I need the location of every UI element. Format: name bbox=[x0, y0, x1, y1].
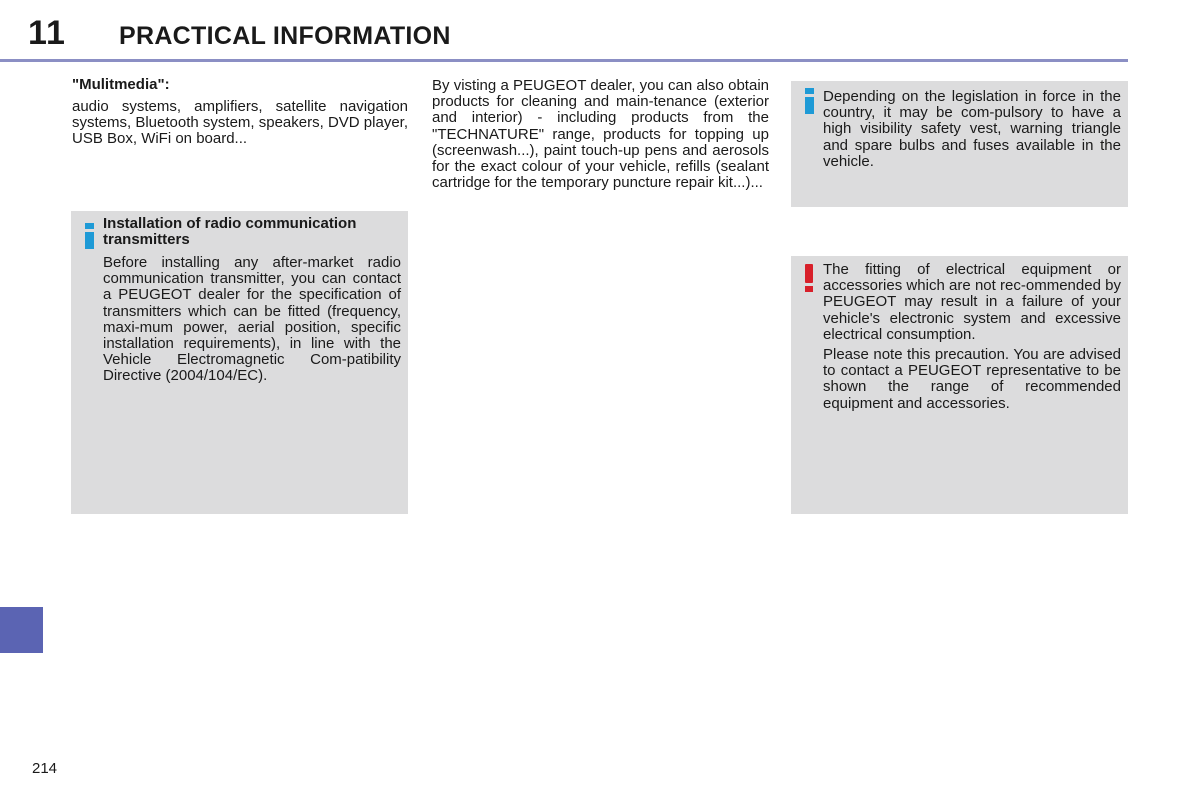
warning-paragraph-2: Please note this precaution. You are advised to contact a PEUGEOT representative to be shown the range of recommended equipment and accessories. bbox=[823, 346, 1121, 412]
chapter-number: 11 bbox=[28, 14, 66, 52]
warning-paragraph-1: The fitting of electrical equipment or accessories which are not rec-ommended by PEUGEOT may result in a failure of your vehicle's electronic system and excessive electrical consumption. bbox=[823, 261, 1121, 343]
legislation-info-text: Depending on the legislation in force in the country, it may be com-pulsory to have a high visibility safety vest, warning triangle and spare bulbs and fuses available in the vehicle. bbox=[823, 88, 1121, 170]
chapter-title: PRACTICAL INFORMATION bbox=[119, 22, 451, 50]
header-rule bbox=[0, 59, 1128, 62]
radio-transmitter-box bbox=[71, 211, 408, 514]
page-number: 214 bbox=[32, 760, 58, 777]
chapter-side-tab bbox=[0, 607, 43, 653]
multimedia-text: audio systems, amplifiers, satellite navigation systems, Bluetooth system, speakers, DVD player, USB Box, WiFi on board... bbox=[72, 98, 408, 148]
electrical-warning-box bbox=[791, 256, 1128, 514]
radio-box-heading: Installation of radio communication transmitters bbox=[103, 215, 357, 249]
legislation-info-box bbox=[791, 81, 1128, 207]
info-icon bbox=[84, 223, 96, 249]
dealer-products-text: By visting a PEUGEOT dealer, you can also obtain products for cleaning and main-tenance (exterior and interior) - including products from the "TECHNATURE" range, products for topping up (screenwash...), paint touch-up pens and aerosols for the exact colour of your vehicle, refills (sealant cartridge for the temporary puncture repair kit...)... bbox=[432, 77, 769, 192]
multimedia-heading: "Mulitmedia": bbox=[72, 76, 170, 93]
radio-box-text: Before installing any after-market radio communication transmitter, you can contact a PEUGEOT dealer for the specification of transmitters which can be fitted (frequency, maxi-mum power, aerial position, specific installation requirements), in line with the Vehicle Electromagnetic Com-patibility Directive (2004/104/EC). bbox=[103, 254, 401, 385]
warning-icon bbox=[803, 264, 815, 291]
info-icon bbox=[804, 88, 816, 114]
